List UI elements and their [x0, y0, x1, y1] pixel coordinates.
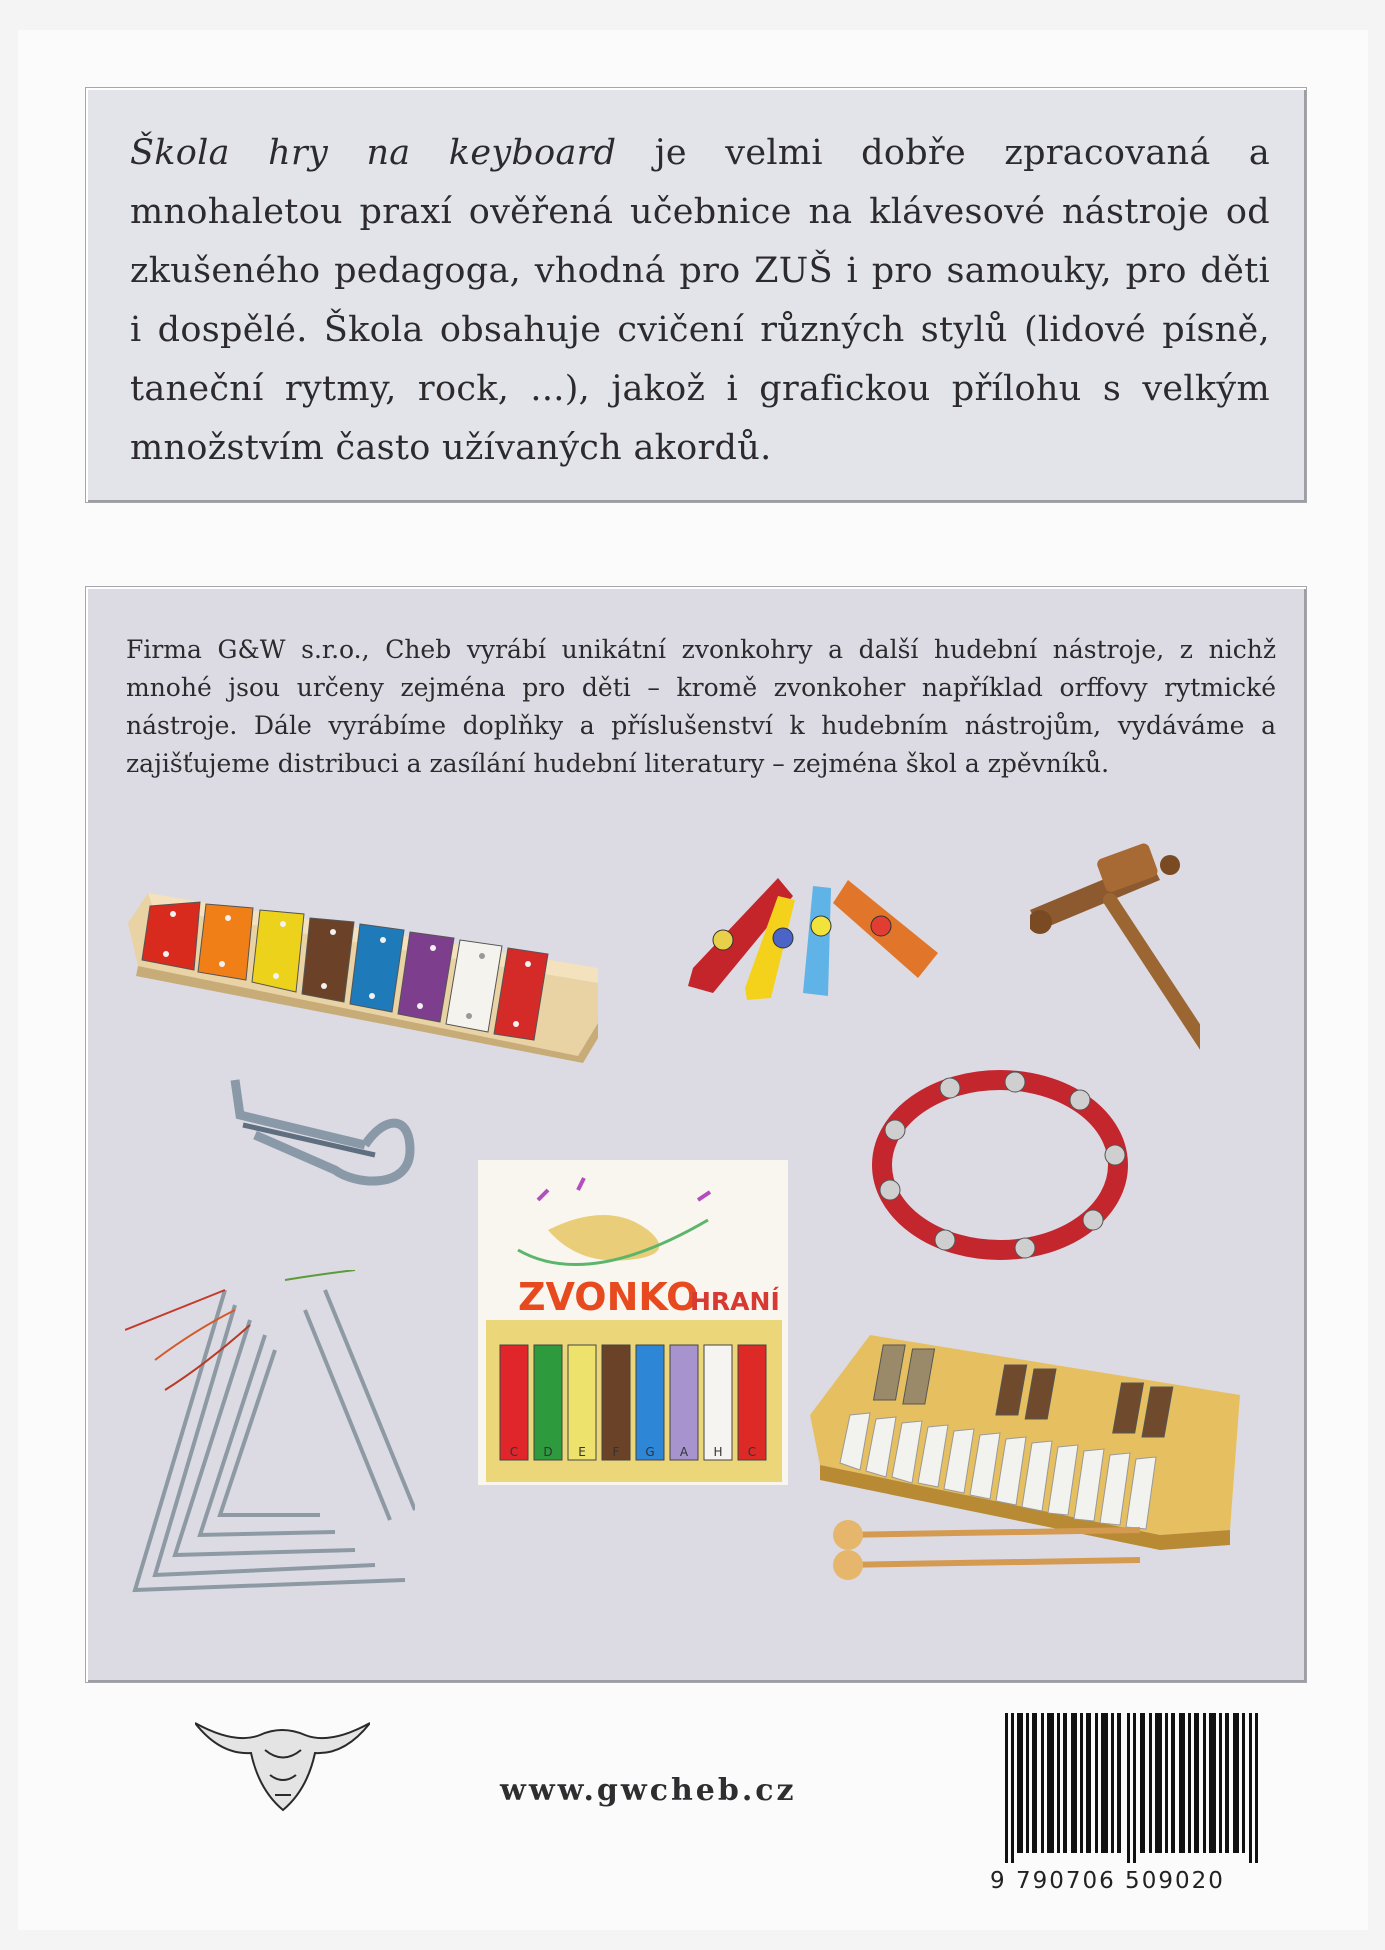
company-text: Firma G&W s.r.o., Cheb vyrábí unikátní zvonkohry a další hudební nástroje, z nichž mnohé jsou určeny zejména pro děti – kromě zvonkoher například orffovy rytmické nástroje. Dále vyrábíme doplňky a příslušenství k hudebním nástrojům, vydáváme a zajišťujeme distribuci a zasílání hudební literatury – zejména škol a zpěvníků.	[126, 635, 1276, 778]
website-url[interactable]: www.gwcheb.cz	[500, 1773, 797, 1808]
intro-box	[86, 88, 1306, 502]
note-h: H	[713, 1445, 723, 1459]
note-c2: C	[747, 1445, 757, 1459]
book-title-hrani: HRANÍ	[690, 1287, 780, 1316]
intro-description: je velmi dobře zpracovaná a mnohaletou praxí ověřená učebnice na klávesové nástroje od zkušeného pedagoga, vhodná pro ZUŠ i pro samouky, pro děti i dospělé. Škola obsahuje cvičení různých stylů (lidové písně, taneční rytmy, rock, ...), jakož i grafickou přílohu s velkým množstvím často užívaných akordů.	[130, 133, 1271, 468]
glockenspiel-image	[128, 888, 613, 1063]
large-glockenspiel-image	[810, 1335, 1250, 1595]
zvonkohrani-book-image	[478, 1160, 793, 1490]
ratchet-image	[1030, 840, 1200, 1080]
barcode-image	[1005, 1713, 1275, 1863]
note-d: D	[543, 1445, 553, 1459]
intro-text	[130, 124, 1270, 478]
book-title: Škola hry na keyboard	[130, 133, 617, 173]
jaw-harp-image	[215, 1075, 415, 1195]
note-e: E	[578, 1445, 586, 1459]
kazoos-image	[683, 868, 943, 1003]
bull-logo-icon	[195, 1705, 370, 1815]
tambourine-image	[865, 1060, 1140, 1270]
note-a: A	[679, 1445, 689, 1459]
note-g: G	[645, 1445, 655, 1459]
book-title-zvonko: ZVONKO	[518, 1275, 699, 1319]
triangles-image	[125, 1270, 415, 1605]
note-c: C	[509, 1445, 519, 1459]
note-f: F	[612, 1445, 620, 1459]
barcode-number: 9 790706 509020	[990, 1868, 1225, 1894]
